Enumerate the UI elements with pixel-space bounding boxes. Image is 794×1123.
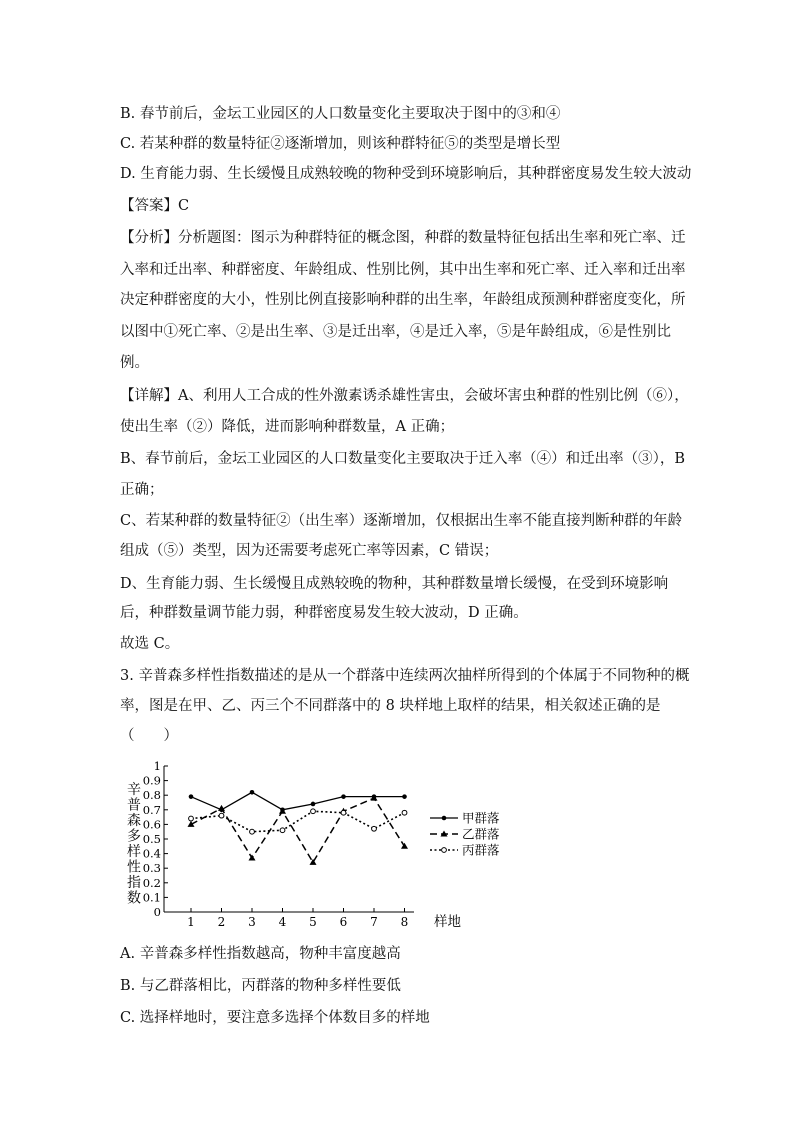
data-point [442,848,447,853]
x-tick-label: 6 [339,915,348,929]
y-tick-label: 0.1 [142,890,161,905]
data-point [372,826,377,831]
y-tick-label: 1 [153,759,161,773]
question-stem: （ ） [120,728,178,744]
data-point [402,810,407,815]
x-tick-label: 2 [217,915,226,929]
data-point [189,816,194,821]
series-line [191,792,405,810]
y-tick-label: 0.7 [142,802,161,817]
x-axis-label: 样地 [434,914,461,930]
x-tick-label: 3 [248,915,256,929]
y-axis-label: 数 [127,890,141,907]
detail-line: 组成（⑤）类型，因为还需要考虑死亡率等因素，C 错误； [120,543,499,559]
y-axis-label: 多 [127,828,141,845]
detail-line: C、若某种群的数量特征②（出生率）逐渐增加，仅根据出生率不能直接判断种群的年龄 [120,513,683,529]
analysis-line: 以图中①死亡率、②是出生率、③是迁出率，④是迁入率，⑤是年龄组成，⑥是性别比 [120,324,671,340]
legend-label: 乙群落 [462,826,500,842]
x-tick-label: 5 [309,915,317,929]
question-stem: 率，图是在甲、乙、丙三个不同群落中的 8 块样地上取样的结果，相关叙述正确的是 [120,698,661,714]
detail-line: 正确； [120,482,164,498]
data-point [402,794,407,799]
y-tick-label: 0.3 [142,861,161,876]
y-tick-label: 0 [153,905,161,919]
detail-line: B、春节前后，金坛工业园区的人口数量变化主要取决于迁入率（④）和迁出率（③），B [120,451,686,467]
analysis-line: 决定种群密度的大小，性别比例直接影响种群的出生率，年龄组成预测种群密度变化，所 [120,292,686,308]
y-axis-label: 辛 [127,782,141,798]
y-tick-label: 0.6 [142,817,161,832]
y-tick-label: 0.9 [142,773,161,788]
diversity-chart [118,759,500,936]
option-a: A. 辛普森多样性指数越高，物种丰富度越高 [120,946,401,962]
option-c: C. 选择样地时，要注意多选择个体数目多的样地 [120,1010,430,1026]
detail-line: 后，种群数量调节能力弱，种群密度易发生较大波动，D 正确。 [120,605,528,621]
detail-line: 故选 C。 [120,636,180,652]
y-tick-label: 0.4 [142,846,161,861]
data-point [219,813,224,818]
analysis-line: 入率和迁出率、种群密度、年龄组成、性别比例，其中出生率和死亡率、迁入率和迁出率 [120,262,686,278]
data-point [442,816,447,821]
data-point [250,790,255,795]
data-point [311,802,316,807]
analysis-line: 【分析】分析题图：图示为种群特征的概念图，种群的数量特征包括出生率和死亡率、迁 [120,230,686,246]
y-axis-label: 普 [127,797,141,814]
y-axis-label: 指 [127,875,141,891]
analysis-line: 例。 [120,355,149,371]
data-point [250,829,255,834]
option-c: C. 若某种群的数量特征②逐渐增加，则该种群特征⑤的类型是增长型 [120,136,561,152]
y-axis-label: 性 [127,859,141,876]
option-b: B. 春节前后，金坛工业园区的人口数量变化主要取决于图中的③和④ [120,106,561,122]
data-point [341,810,346,815]
y-axis-label: 森 [127,813,141,829]
detail-line: 【详解】A、利用人工合成的性外激素诱杀雄性害虫，会破坏害虫种群的性别比例（⑥）， [120,388,689,404]
data-point [189,794,194,799]
data-point [280,828,285,833]
y-tick-label: 0.2 [142,875,161,890]
y-tick-label: 0.8 [142,788,161,803]
data-point [371,795,378,801]
legend-label: 甲群落 [462,810,500,826]
option-b: B. 与乙群落相比，丙群落的物种多样性要低 [120,978,401,994]
detail-line: 使出生率（②）降低，进而影响种群数量，A 正确； [120,419,455,435]
y-axis-label: 样 [127,844,141,860]
x-tick-label: 4 [278,915,287,929]
data-point [310,859,317,865]
legend-label: 丙群落 [462,842,500,858]
question-stem: 3. 辛普森多样性指数描述的是从一个群落中连续两次抽样所得到的个体属于不同物种的概 [120,668,690,684]
x-tick-label: 8 [400,915,409,929]
x-tick-label: 1 [187,915,195,929]
detail-line: D、生育能力弱、生长缓慢且成熟较晚的物种，其种群数量增长缓慢，在受到环境影响 [120,576,669,592]
option-d: D. 生育能力弱、生长缓慢且成熟较晚的物种受到环境影响后，其种群密度易发生较大波动 [120,166,692,182]
data-point [311,809,316,814]
answer: 【答案】C [120,198,190,214]
data-point [341,794,346,799]
x-tick-label: 7 [370,915,378,929]
y-tick-label: 0.5 [142,832,161,846]
